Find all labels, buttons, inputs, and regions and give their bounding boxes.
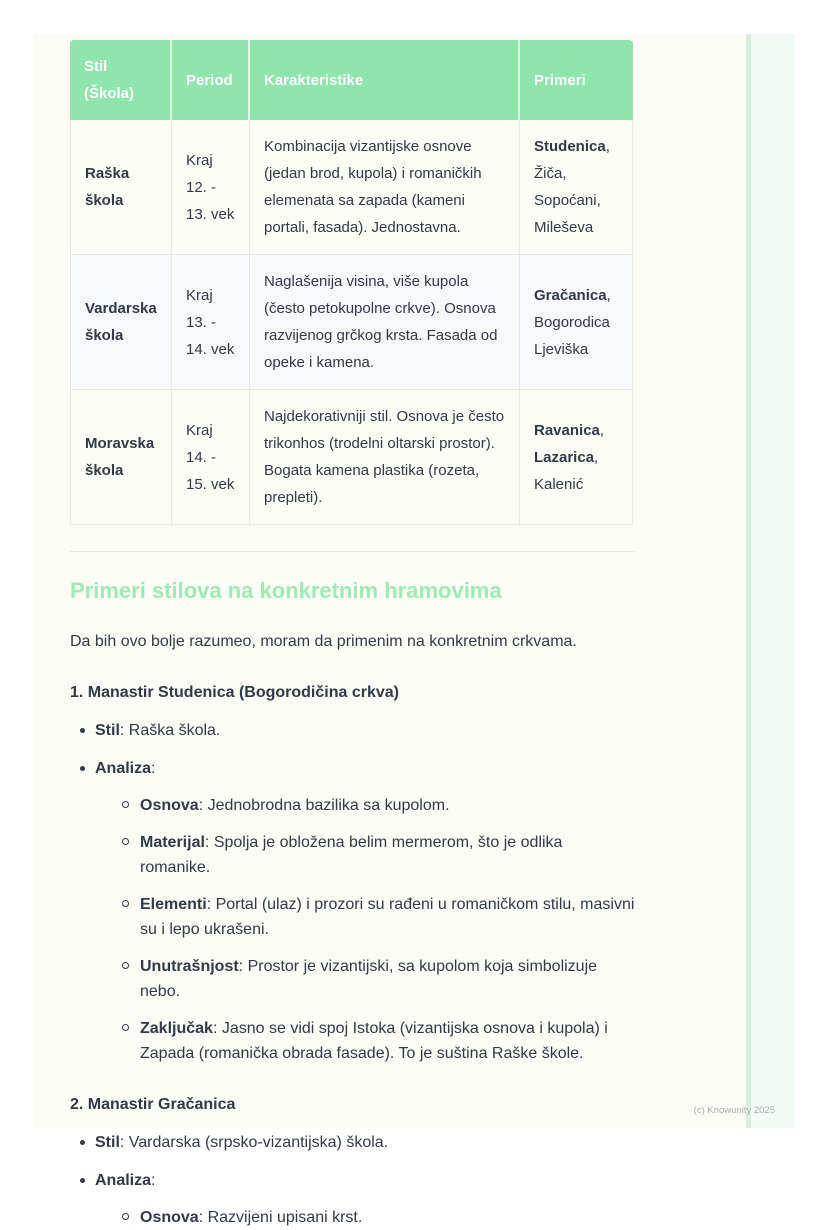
item-label: Elementi [140,896,207,913]
analiza-sublist [95,1205,635,1230]
primeri-name: Bogorodica Ljeviška [534,313,610,358]
primeri-name: Lazarica [534,448,595,466]
sublist-item-unutrasnjost [95,954,635,1004]
item-text: : Vardarska (srpsko-vizantijska) škola. [119,1134,389,1151]
example-1-title: 1. Manastir Studenica (Bogorodičina crkva) [70,684,399,701]
example-2-list [70,1130,635,1230]
item-text: : Jasno se vidi spoj Istoka (vizantijska osnova i kupola) i Zapada (romanička obrada fasade). To je suština Raške škole. [140,1020,608,1062]
architecture-styles-table [70,40,633,525]
item-label: Zaključak [140,1020,213,1037]
item-label: Osnova [140,1209,199,1226]
item-label: Analiza [95,760,152,777]
sublist-item-zakljucak [95,1016,635,1066]
item-label: Unutrašnjost [140,958,239,975]
item-text: : Spolja je obložena belim mermerom, što je odlika romanike. [140,834,563,876]
sublist-item-materijal [95,830,635,880]
item-text: : [151,1172,156,1189]
cell-primeri: Studenica, Žiča, Sopoćani, Mileševa [520,120,633,255]
item-text: : Prostor je vizantijski, sa kupolom koja simbolizuje nebo. [140,958,598,1000]
cell-period: Kraj 12. - 13. vek [172,120,250,255]
cell-stil: Vardarska škola [70,255,172,390]
cell-stil: Moravska škola [70,390,172,525]
document-content [70,34,635,1230]
table-row-raska [70,120,633,255]
primeri-name: Mileševa [534,219,594,236]
primeri-name: Ravanica [534,421,600,439]
copyright-notice: (c) Knowunity 2025 [693,1105,775,1116]
header-cell-period: Period [172,40,250,120]
primeri-name: Žiča [534,165,563,182]
document-page [33,34,795,1226]
analiza-sublist [95,793,635,1066]
table-row-moravska [70,390,633,525]
item-text: : Razvijeni upisani krst. [198,1209,363,1226]
cell-primeri: Ravanica, Lazarica, Kalenić [520,390,633,525]
cell-karakteristike: Najdekorativniji stil. Osnova je često trikonhos (trodelni oltarski prostor). Bogata kamena plastika (rozeta, prepleti). [250,390,520,525]
cell-period: Kraj 14. - 15. vek [172,390,250,525]
primeri-name: Kalenić [534,475,584,493]
list-item-stil [70,1130,635,1155]
example-1-list [70,718,635,1066]
sublist-item-osnova [95,793,635,818]
cell-primeri: Gračanica, Bogorodica Ljeviška [520,255,633,390]
right-green-strip [751,34,795,1128]
item-text: : Portal (ulaz) i prozori su rađeni u romaničkom stilu, masivni su i lepo ukrašeni. [140,896,635,938]
item-text: : Jednobrodna bazilika sa kupolom. [198,797,450,814]
sublist-item-elementi [95,892,635,942]
header-cell-karakteristike: Karakteristike [250,40,520,120]
item-label: Osnova [140,797,199,814]
item-text: : Raška škola. [119,722,221,739]
sublist-item-osnova [95,1205,635,1230]
example-2-title: 2. Manastir Gračanica [70,1096,236,1113]
right-green-accent-line [746,34,751,1128]
list-item-analiza [70,1168,635,1230]
section-divider [70,551,635,552]
list-item-stil [70,718,635,743]
primeri-name: Studenica [534,138,606,155]
cell-karakteristike: Naglašenija visina, više kupola (često petokupolne crkve). Osnova razvijenog grčkog krsta. Fasada od opeke i kamena. [250,255,520,390]
intro-paragraph: Da bih ovo bolje razumeo, moram da primenim na konkretnim crkvama. [70,633,577,650]
header-cell-primeri: Primeri [520,40,633,120]
item-text: : [151,760,156,777]
cell-stil: Raška škola [70,120,172,255]
cell-period: Kraj 13. - 14. vek [172,255,250,390]
table-row-vardarska [70,255,633,390]
item-label: Materijal [140,834,205,851]
primeri-name: Sopoćani [534,192,597,209]
section-heading: Primeri stilova na konkretnim hramovima [70,578,502,603]
item-label: Stil [95,722,120,739]
item-label: Analiza [95,1172,152,1189]
cell-karakteristike: Kombinacija vizantijske osnove (jedan brod, kupola) i romaničkih elemenata sa zapada (kameni portali, fasada). Jednostavna. [250,120,520,255]
item-label: Stil [95,1134,120,1151]
header-cell-stil: Stil (Škola) [70,40,172,120]
table-header-row [70,40,633,120]
primeri-name: Gračanica [534,286,607,304]
list-item-analiza [70,756,635,1066]
